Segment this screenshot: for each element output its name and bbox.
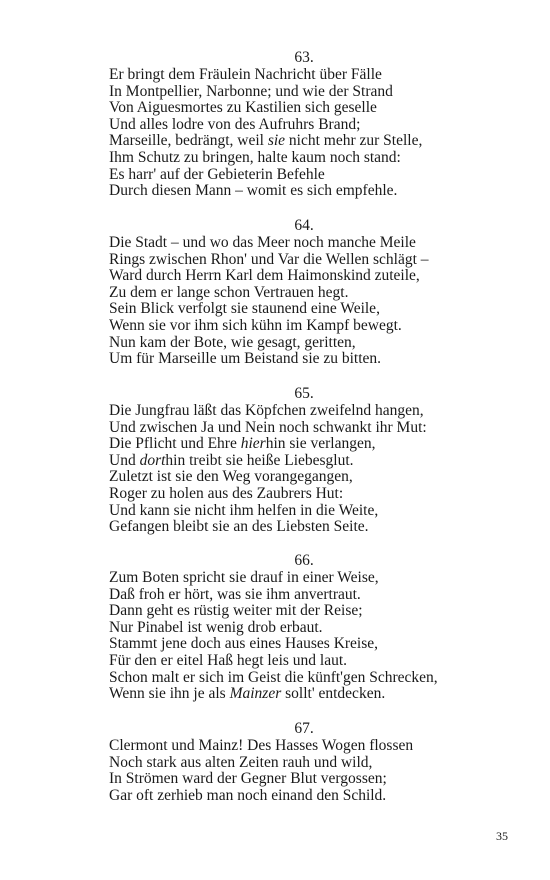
verse-line (109, 436, 489, 453)
page-number: 35 (496, 829, 508, 843)
verse-line: Es harr' auf der Gebieterin Befehle (109, 165, 325, 183)
verse-text: Wenn sie ihn je als (109, 685, 230, 703)
emphasized-word: sie (267, 132, 286, 150)
verse-text: hin treibt sie heiße Liebesglut. (165, 451, 354, 469)
verse-line: Für den er eitel Haß hegt leis und laut. (109, 651, 348, 669)
stanza-number: 64. (294, 217, 314, 234)
verse-line (109, 453, 489, 470)
verse-line: Gefangen bleibt sie an des Liebsten Seite. (109, 518, 369, 536)
stanza-number: 63. (294, 49, 314, 66)
verse-text: Marseille, bedrängt, weil (109, 132, 268, 150)
verse-line: Und kann sie nicht ihm helfen in die Weite, (109, 501, 379, 519)
verse-line: Sein Blick verfolgt sie staunend eine Weile, (109, 300, 380, 318)
verse-line: Nun kam der Bote, wie gesagt, geritten, (109, 333, 356, 351)
verse-line: Zum Boten spricht sie drauf in einer Weise, (109, 569, 379, 586)
verse-line: Gar oft zerhieb man noch einand den Schild. (109, 786, 387, 804)
verse-line: Roger zu holen aus des Zaubrers Hut: (109, 484, 344, 502)
stanza (109, 50, 489, 200)
verse-line (109, 686, 489, 703)
stanza-number: 65. (294, 385, 314, 402)
emphasized-word: hier (240, 435, 266, 453)
verse-line: Nur Pinabel ist wenig drob erbaut. (109, 618, 323, 636)
stanza-number: 66. (294, 552, 314, 569)
stanza (109, 386, 489, 536)
verse-line (109, 133, 489, 150)
verse-line: Noch stark aus alten Zeiten rauh und wild, (109, 753, 373, 771)
verse-line: Clermont und Mainz! Des Hasses Wogen flossen (109, 737, 414, 754)
verse-line: Daß froh er hört, was sie ihm anvertraut. (109, 585, 361, 603)
verse-line: Durch diesen Mann – womit es sich empfehle. (109, 182, 398, 200)
verse-line: Stammt jene doch aus eines Hauses Kreise, (109, 635, 379, 653)
verse-line: Wenn sie vor ihm sich kühn im Kampf bewegt. (109, 316, 402, 334)
verse-line: Von Aiguesmortes zu Kastilien sich geselle (109, 99, 377, 117)
verse-line: Rings zwischen Rhon' und Var die Wellen schlägt – (109, 250, 429, 268)
verse-text: Die Pflicht und Ehre (109, 435, 241, 453)
verse-line: Zuletzt ist sie den Weg vorangegangen, (109, 468, 353, 486)
emphasized-word: dort (139, 451, 166, 469)
verse-text: hin sie verlangen, (265, 435, 376, 453)
verse-line: Und zwischen Ja und Nein noch schwankt ihr Mut: (109, 418, 427, 436)
stanza (109, 721, 489, 804)
verse-line: Und alles lodre von des Aufruhrs Brand; (109, 115, 361, 133)
verse-line: Die Jungfrau läßt das Köpfchen zweifelnd hangen, (109, 402, 424, 419)
verse-text: sollt' entdecken. (281, 685, 386, 703)
verse-line: Zu dem er lange schon Vertrauen hegt. (109, 283, 349, 301)
verse-text: Und (109, 451, 140, 469)
verse-line: Ihm Schutz zu bringen, halte kaum noch stand: (109, 148, 401, 166)
stanza-number: 67. (294, 720, 314, 737)
verse-line: In Strömen ward der Gegner Blut vergossen; (109, 770, 387, 788)
stanza (109, 218, 489, 368)
verse-text: nicht mehr zur Stelle, (285, 132, 423, 150)
verse-line: Ward durch Herrn Karl dem Haimonskind zuteile, (109, 267, 420, 285)
verse-line: Die Stadt – und wo das Meer noch manche Meile (109, 234, 416, 251)
verse-line: Er bringt dem Fräulein Nachricht über Fälle (109, 66, 382, 83)
verse-line: In Montpellier, Narbonne; und wie der Strand (109, 82, 393, 100)
verse-line: Dann geht es rüstig weiter mit der Reise; (109, 602, 363, 620)
verse-line: Schon malt er sich im Geist die künft'gen Schrecken, (109, 668, 438, 686)
emphasized-word: Mainzer (229, 685, 282, 703)
verse-line: Um für Marseille um Beistand sie zu bitten. (109, 350, 382, 368)
stanza (109, 553, 489, 703)
